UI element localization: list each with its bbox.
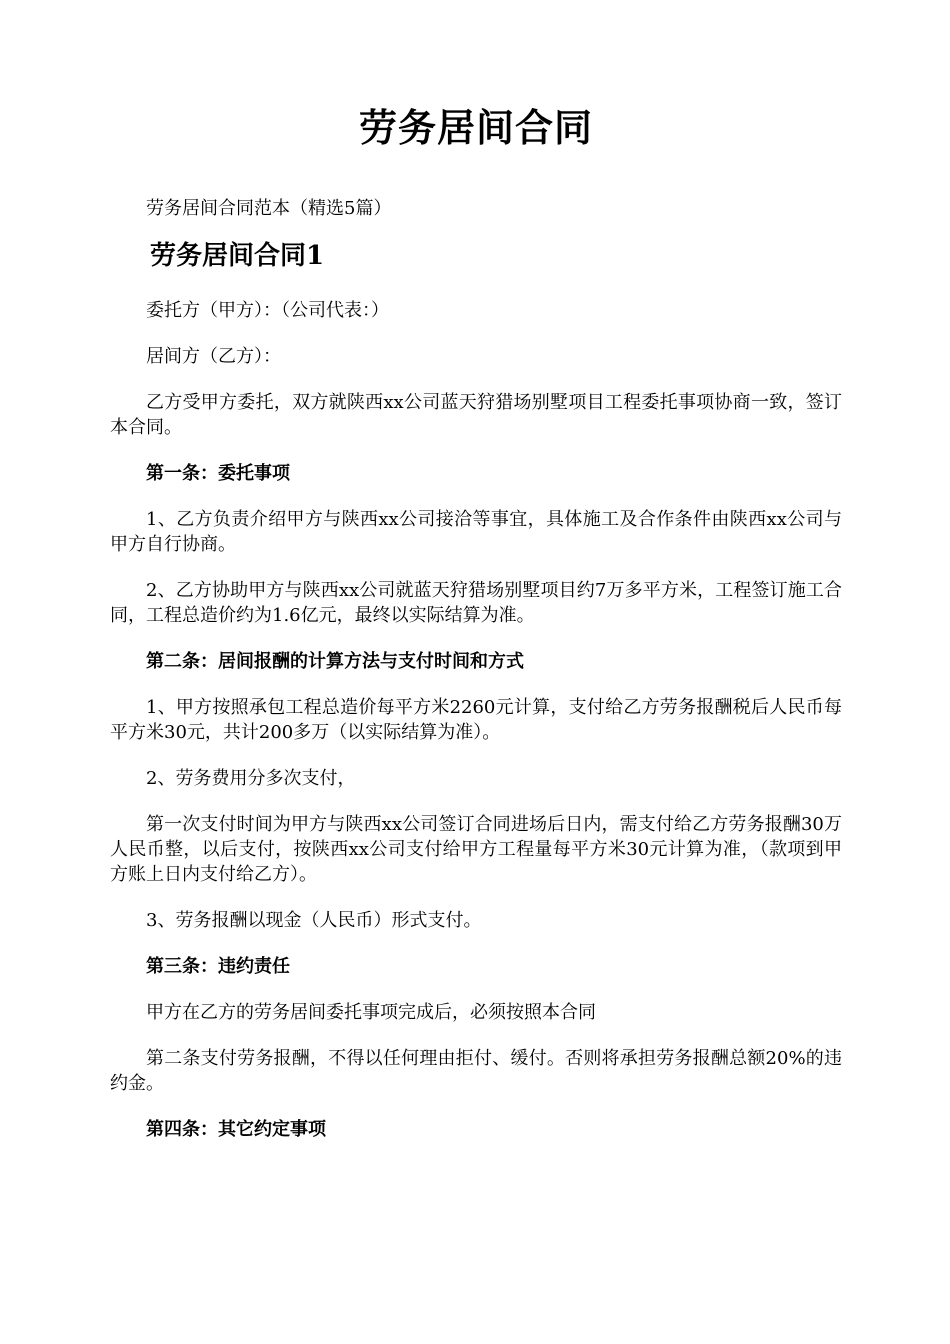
clause-3-heading: 第三条：违约责任 — [146, 956, 290, 977]
clause-2-item-3: 3、劳务报酬以现金（人民币）形式支付。 — [146, 910, 482, 931]
clause-4-heading: 第四条：其它约定事项 — [146, 1119, 326, 1140]
intro-paragraph: 乙方受甲方委托，双方就陕西xx公司蓝天狩猎场别墅项目工程委托事项协商一致，签订本合同。 — [110, 392, 842, 438]
clause-1-heading: 第一条：委托事项 — [146, 463, 290, 484]
client-party-line: 委托方（甲方）：（公司代表：） — [146, 300, 389, 321]
clause-3-paragraph-1: 甲方在乙方的劳务居间委托事项完成后，必须按照本合同 — [146, 1002, 596, 1023]
clause-3-paragraph-2: 第二条支付劳务报酬，不得以任何理由拒付、缓付。否则将承担劳务报酬总额20%的违约金。 — [110, 1048, 842, 1094]
intermediary-party-line: 居间方（乙方）： — [146, 346, 281, 367]
document-subtitle: 劳务居间合同范本（精选5篇） — [146, 198, 392, 219]
document-page — [110, 100, 842, 1163]
clause-1-item-1: 1、乙方负责介绍甲方与陕西xx公司接洽等事宜，具体施工及合作条件由陕西xx公司与甲方自行协商。 — [110, 509, 842, 555]
clause-2-item-1: 1、甲方按照承包工程总造价每平方米2260元计算，支付给乙方劳务报酬税后人民币每平方米30元，共计200多万（以实际结算为准）。 — [110, 697, 842, 743]
clause-2-heading: 第二条：居间报酬的计算方法与支付时间和方式 — [146, 651, 524, 672]
clause-2-item-2: 2、劳务费用分多次支付， — [146, 768, 356, 789]
section-heading: 劳务居间合同1 — [150, 241, 325, 271]
document-title: 劳务居间合同 — [358, 105, 593, 150]
clause-1-item-2: 2、乙方协助甲方与陕西xx公司就蓝天狩猎场别墅项目约7万多平方米，工程签订施工合同，工程总造价约为1.6亿元，最终以实际结算为准。 — [110, 580, 842, 626]
clause-2-payment-detail: 第一次支付时间为甲方与陕西xx公司签订合同进场后日内，需支付给乙方劳务报酬30万人民币整，以后支付，按陕西xx公司支付给甲方工程量每平方米30元计算为准，（款项到甲方账上日内支付给乙方）。 — [110, 814, 842, 885]
